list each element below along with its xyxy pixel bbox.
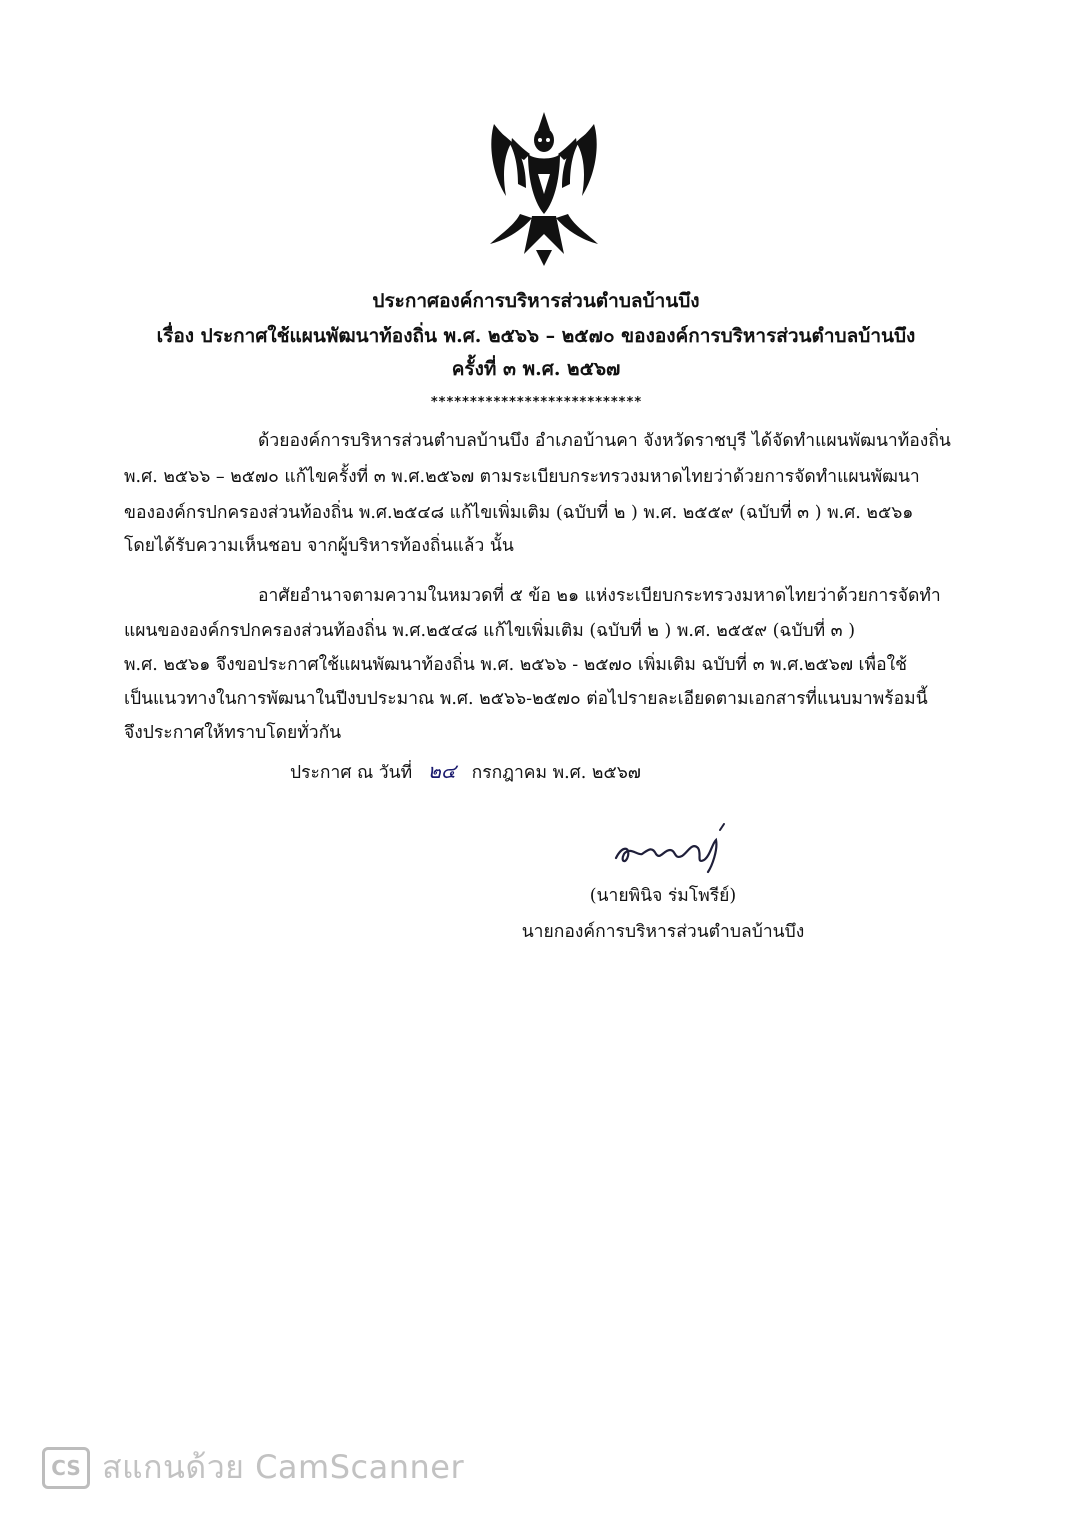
announcement-edition: ครั้งที่ ๓ พ.ศ. ๒๕๖๗ xyxy=(451,358,621,380)
paragraph1-line: พ.ศ. ๒๕๖๖ – ๒๕๗๐ แก้ไขครั้งที่ ๓ พ.ศ.๒๕๖๗ ตามระเบียบกระทรวงมหาดไทยว่าด้วยการจัดทำแผนพัฒนา xyxy=(124,467,920,487)
paragraph1-line: โดยได้รับความเห็นชอบ จากผู้บริหารท้องถิ่นแล้ว นั้น xyxy=(124,536,514,556)
paragraph2-line: เป็นแนวทางในการพัฒนาในปีงบประมาณ พ.ศ. ๒๕๖๖-๒๕๗๐ ต่อไปรายละเอียดตามเอกสารที่แนบมาพร้อมนี้ xyxy=(124,689,928,709)
announcement-date xyxy=(290,758,641,786)
paragraph1-line: ด้วยองค์การบริหารส่วนตำบลบ้านบึง อำเภอบ้านคา จังหวัดราชบุรี ได้จัดทำแผนพัฒนาท้องถิ่น xyxy=(258,431,951,451)
camscanner-watermark xyxy=(42,1442,464,1493)
signer-name: (นายพินิจ ร่มโพรีย์) xyxy=(589,886,737,906)
signer-position: นายกองค์การบริหารส่วนตำบลบ้านบึง xyxy=(521,922,805,942)
paragraph2-line: อาศัยอำนาจตามความในหมวดที่ ๕ ข้อ ๒๑ แห่งระเบียบกระทรวงมหาดไทยว่าด้วยการจัดทำ xyxy=(258,586,941,606)
paragraph2-line: พ.ศ. ๒๕๖๑ จึงขอประกาศใช้แผนพัฒนาท้องถิ่น พ.ศ. ๒๕๖๖ - ๒๕๗๐ เพิ่มเติม ฉบับที่ ๓ พ.ศ.๒๕๖๗ เพื่อใช้ xyxy=(124,655,908,675)
camscanner-watermark-text: สแกนด้วย CamScanner xyxy=(102,1448,465,1486)
date-prefix: ประกาศ ณ วันที่ xyxy=(290,763,413,783)
announcement-subject: เรื่อง ประกาศใช้แผนพัฒนาท้องถิ่น พ.ศ. ๒๕๖๖ – ๒๕๗๐ ขององค์การบริหารส่วนตำบลบ้านบึง xyxy=(156,325,916,347)
paragraph1-line: ขององค์กรปกครองส่วนท้องถิ่น พ.ศ.๒๕๔๘ แก้ไขเพิ่มเติม (ฉบับที่ ๒ ) พ.ศ. ๒๕๕๙ (ฉบับที่ ๓ ) พ.ศ. ๒๕๖๑ xyxy=(124,503,914,523)
paragraph2-line: แผนขององค์กรปกครองส่วนท้องถิ่น พ.ศ.๒๕๔๘ แก้ไขเพิ่มเติม (ฉบับที่ ๒ ) พ.ศ. ๒๕๕๙ (ฉบับที่ ๓ ) xyxy=(124,621,856,641)
garuda-emblem-icon xyxy=(484,104,604,268)
camscanner-logo-icon: CS xyxy=(42,1447,90,1489)
date-suffix: กรกฎาคม พ.ศ. ๒๕๖๗ xyxy=(471,763,641,783)
date-day-handwritten: ๒๔ xyxy=(427,759,457,783)
signature-icon xyxy=(612,820,742,880)
paragraph2-line: จึงประกาศให้ทราบโดยทั่วกัน xyxy=(124,723,342,743)
announcement-title: ประกาศองค์การบริหารส่วนตำบลบ้านบึง xyxy=(372,290,700,312)
separator-stars: *************************** xyxy=(430,395,642,410)
